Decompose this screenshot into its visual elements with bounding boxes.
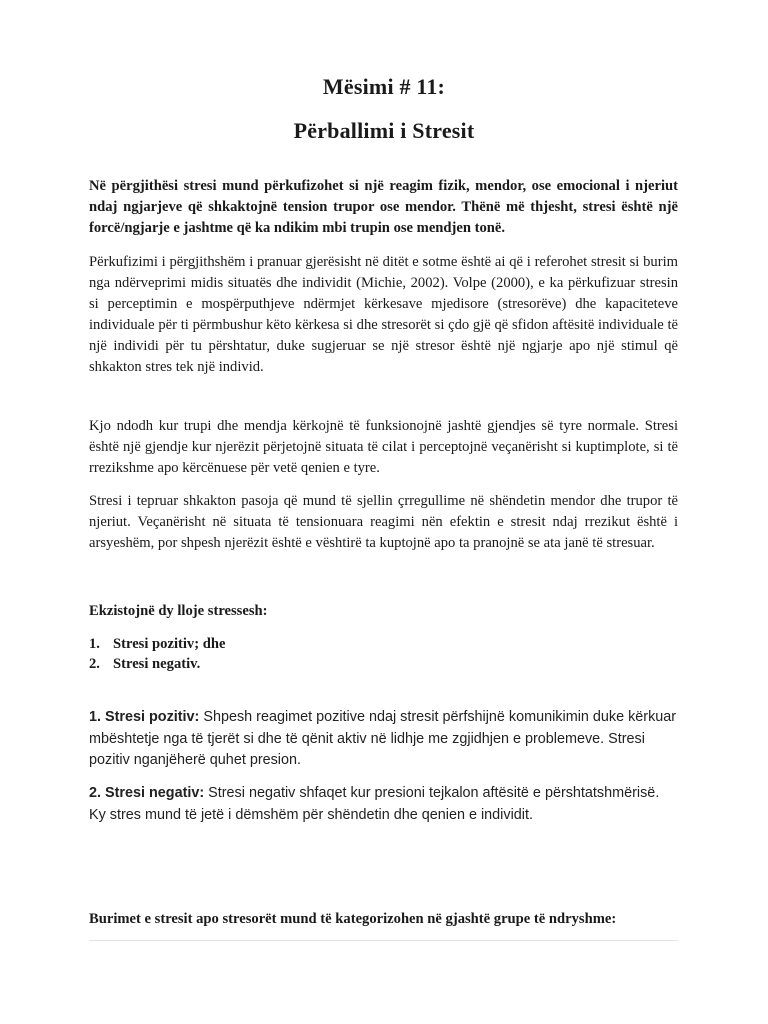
list-item-text: Stresi negativ. <box>113 656 201 672</box>
intro-paragraph: Në përgjithësi stresi mund përkufizohet si një reagim fizik, mendor, ose emocional i njeriut ndaj ngjarjeve që shkaktojnë tension trupor ose mendor. Thënë më thjesht, stresi është një forcë/ngjarje e jashtme që ka ndikim mbi trupin ose mendjen tonë. <box>89 178 678 236</box>
body-paragraph-2: Kjo ndodh kur trupi dhe mendja kërkojnë të funksionojnë jashtë gjendjes së tyre normale. Stresi është një gjendje kur njerëzit përjetojnë situata të cilat i perceptojnë veçanërisht si kuptimplote, si të rrezikshme apo kërcënuese për vetë qenien e tyre. <box>89 418 678 476</box>
list-item-number: 2. <box>89 656 100 672</box>
list-item-text: Stresi pozitiv; dhe <box>113 636 226 652</box>
body-paragraph-3: Stresi i tepruar shkakton pasoja që mund të sjellin çrregullime në shëndetin mendor dhe trupor të njeriut. Veçanërisht në situata të tensionuara reagimi nën efektin e stresit ndaj rrezikut është i arsyeshëm, por shpesh njerëzit është e vështirë ta kuptojnë apo ta pranojnë se ata janë të stresuar. <box>89 493 678 551</box>
lesson-topic-title: Përballimi i Stresit <box>293 118 475 143</box>
positive-stress-label: 1. Stresi pozitiv: <box>89 709 200 725</box>
negative-stress-label: 2. Stresi negativ: <box>89 785 205 801</box>
stress-types-list <box>89 634 678 674</box>
stress-types-heading: Ekzistojnë dy lloje stressesh: <box>89 603 268 619</box>
page-divider <box>89 940 678 941</box>
lesson-number-title: Mësimi # 11: <box>322 74 446 99</box>
positive-stress-section <box>89 707 678 772</box>
stress-sources-heading: Burimet e stresit apo stresorët mund të kategorizohen në gjashtë grupe të ndryshme: <box>89 911 617 927</box>
list-item <box>89 654 678 674</box>
list-item-number: 1. <box>89 636 100 652</box>
list-item <box>89 634 678 654</box>
negative-stress-text: Stresi negativ shfaqet kur presioni tejkalon aftësitë e përshtatshmërisë. Ky stres mund të jetë i dëmshëm për shëndetin dhe qenien e individit. <box>89 785 660 823</box>
positive-stress-text: Shpesh reagimet pozitive ndaj stresit përfshijnë komunikimin duke kërkuar mbështetje nga të tjerët si dhe të qënit aktiv në lidhje me zgjidhjen e problemeve. Stresi pozitiv nganjëherë quhet presion. <box>89 709 677 769</box>
negative-stress-section <box>89 783 678 826</box>
definition-paragraph: Përkufizimi i përgjithshëm i pranuar gjerësisht në ditët e sotme është ai që i referohet stresit si burim nga ndërveprimi midis situatës dhe individit (Michie, 2002). Volpe (2000), e ka përkufizuar stresin si perceptimin e mospërputhjeve ndërmjet kërkesave mjedisore (stresorëve) dhe kapaciteteve individuale për ti përmbushur këto kërkesa si dhe stresorët si çdo gjë që sfidon aftësitë individuale të një individi për tu përshtatur, duke sugjeruar se një stresor është një ngjarje apo një stimul që shkakton stres tek një individ. <box>89 254 678 375</box>
